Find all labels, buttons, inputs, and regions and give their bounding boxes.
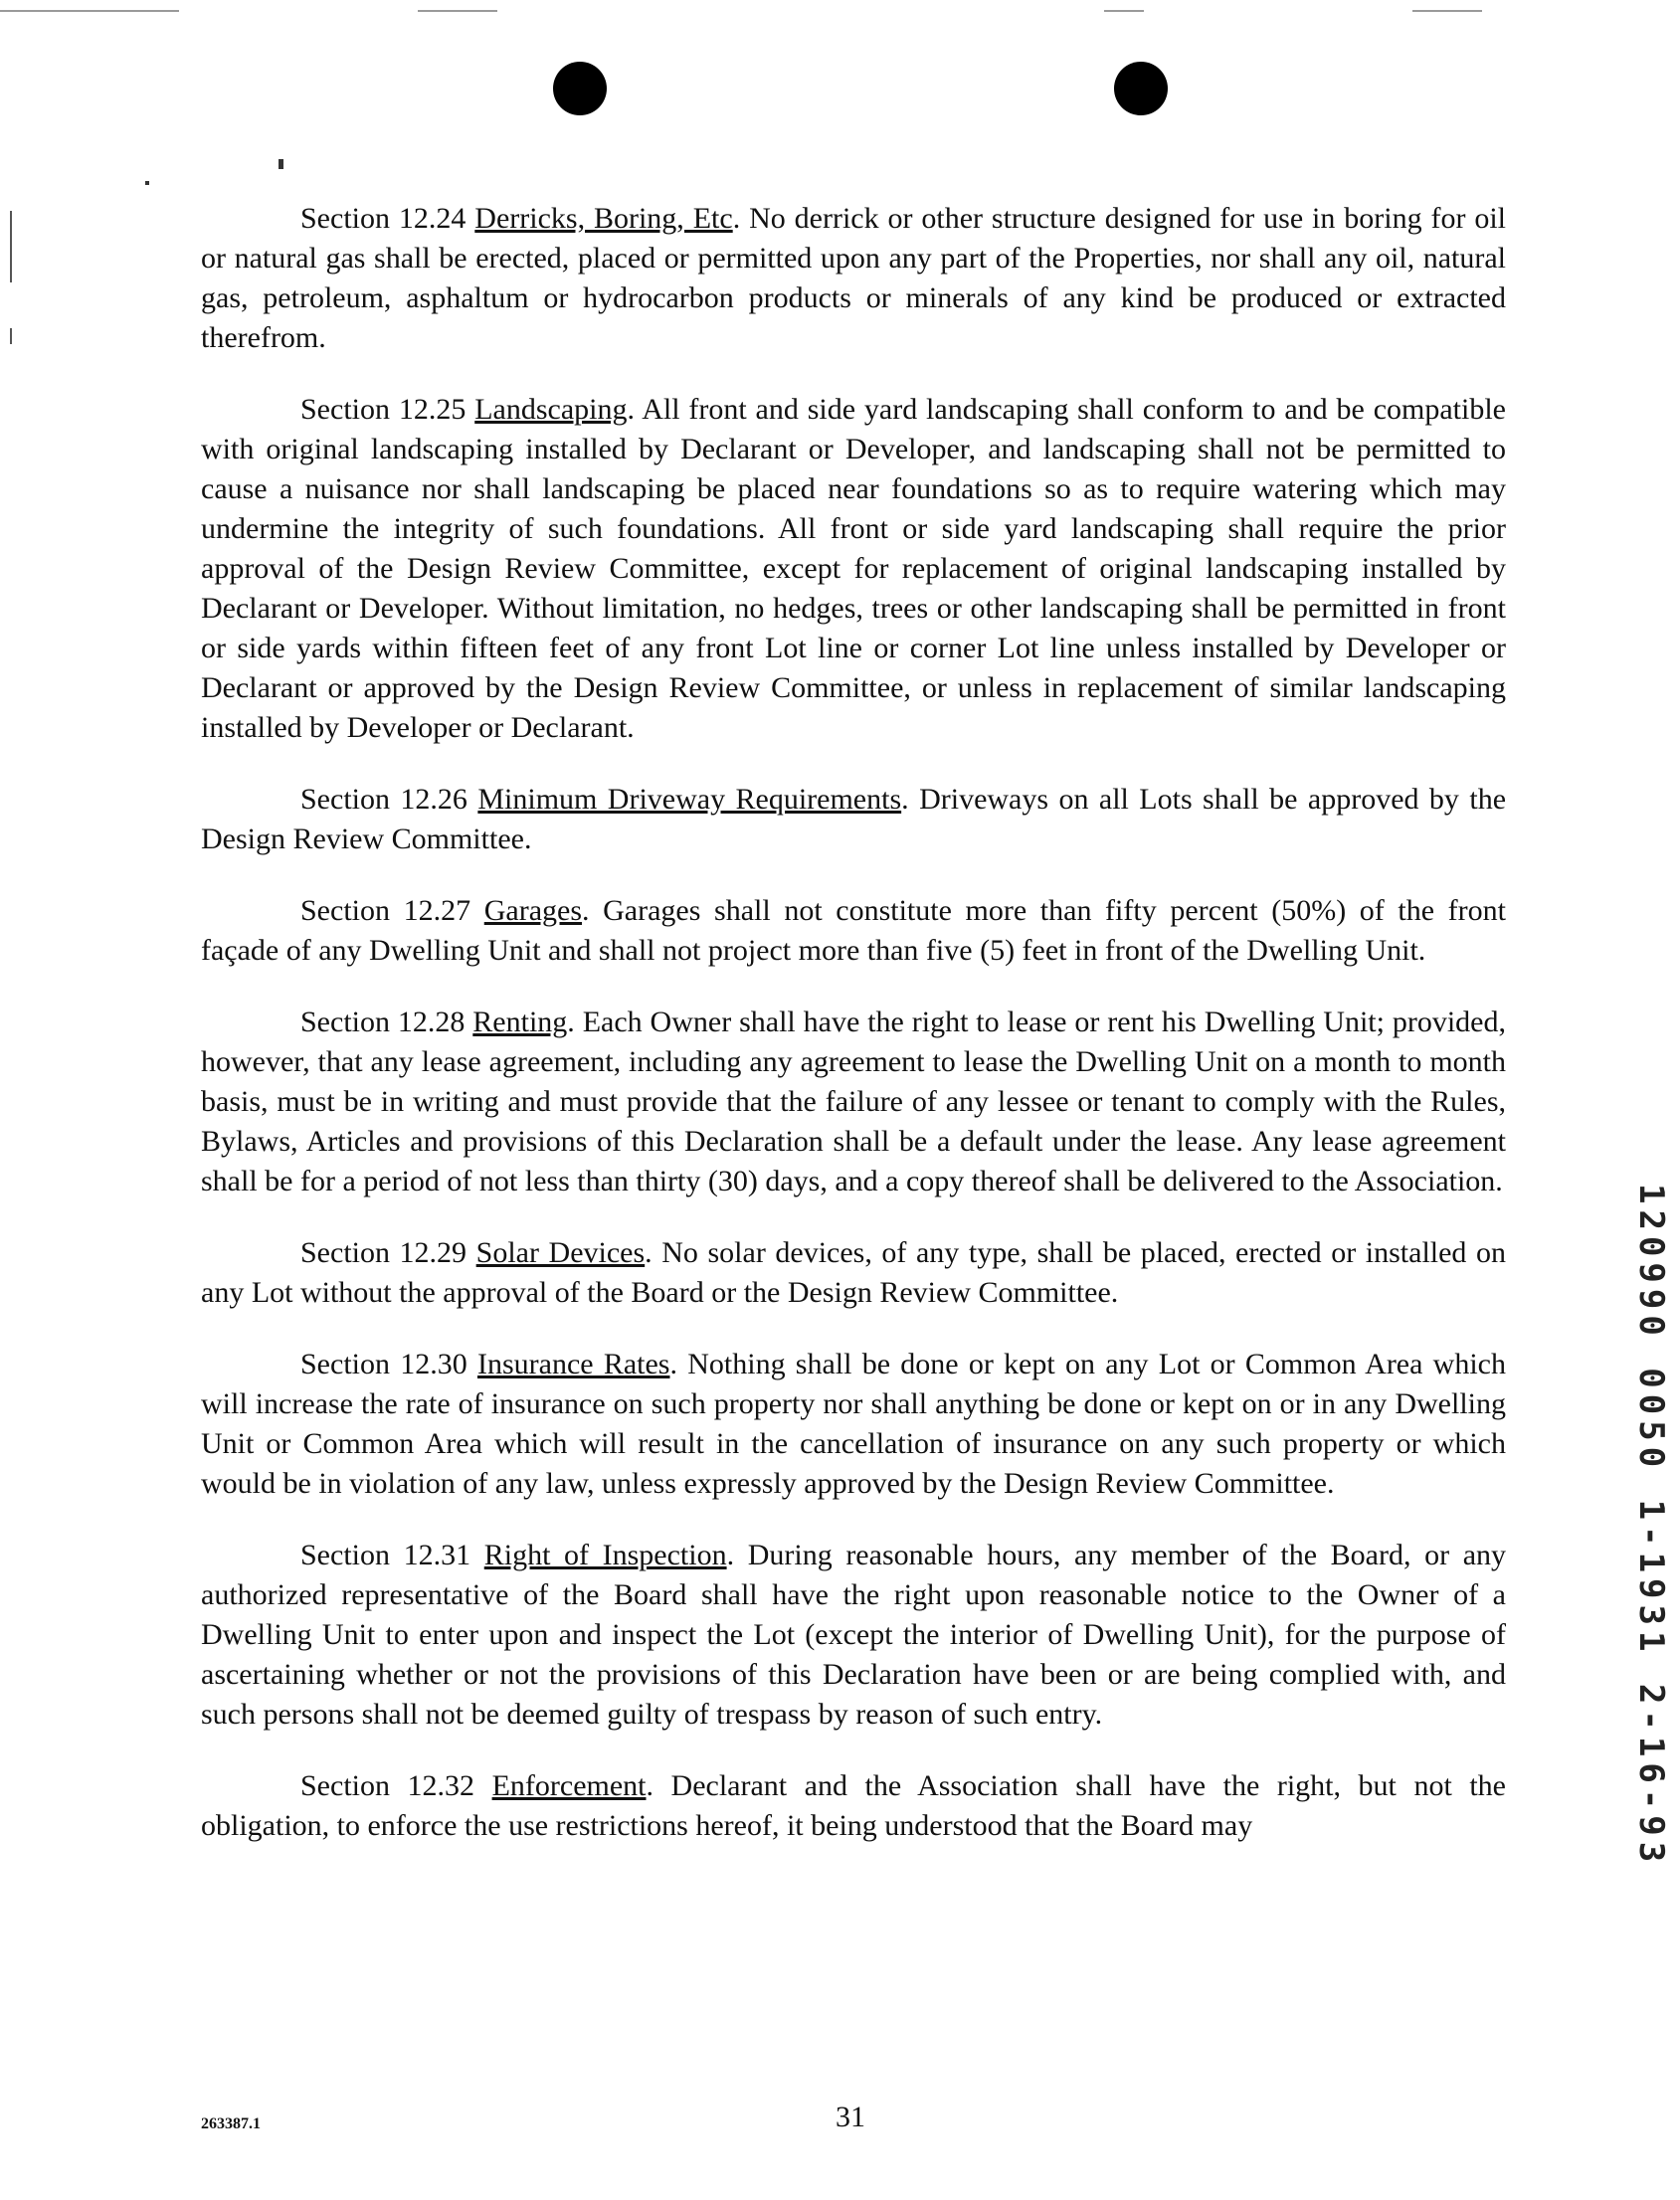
section-12-24 <box>201 199 1506 358</box>
section-paragraph: Section 12.28 Renting. Each Owner shall have the right to lease or rent his Dwelling Unit; provided, however, that any lease agreement, including any agreement to lease the Dwelling Unit on a month to month basis, must be in writing and must provide that the failure of any lessee or tenant to comply with the Rules, Bylaws, Articles and provisions of this Declaration shall be a default under the lease. Any lease agreement shall be for a period of not less than thirty (30) days, and a copy thereof shall be delivered to the Association. <box>201 1006 1506 1197</box>
section-12-25 <box>201 390 1506 748</box>
scan-speck <box>145 181 149 185</box>
document-id: 263387.1 <box>201 2115 261 2132</box>
section-heading: Landscaping <box>474 393 628 426</box>
section-number: Section 12.26 <box>300 783 467 816</box>
section-text: Driveways on all Lots shall be approved by the Design Review Committee. <box>201 783 1507 855</box>
section-text: Garages shall not constitute more than fifty percent (50%) of the front façade of any Dwelling Unit and shall not project more than five (5) feet in front of the Dwelling Unit. <box>201 894 1506 967</box>
scan-speck <box>279 159 283 169</box>
punch-hole-left <box>553 62 607 115</box>
section-heading: Solar Devices <box>475 1236 646 1269</box>
scan-edge-line <box>418 10 497 12</box>
scan-edge-line <box>0 10 179 12</box>
section-paragraph: Section 12.24 Derricks, Boring, Etc. No derrick or other structure designed for use in boring for oil or natural gas shall be erected, placed or permitted upon any part of the Properties, nor shall any oil, natural gas, petroleum, asphaltum or hydrocarbon products or minerals of any kind be produced or extracted therefrom. <box>201 202 1507 354</box>
recording-stamp <box>1631 1184 1671 1920</box>
section-12-32 <box>201 1766 1506 1846</box>
section-heading: Enforcement <box>491 1769 647 1802</box>
section-paragraph: Section 12.27 Garages. Garages shall not constitute more than fifty percent (50%) of the front façade of any Dwelling Unit and shall not project more than five (5) feet in front of the Dwelling Unit. <box>201 894 1506 967</box>
section-text: Nothing shall be done or kept on any Lot or Common Area which will increase the rate of insurance on such property nor shall anything be done or kept on or in any Dwelling Unit or Common Area which will result in the cancellation of insurance on any such property or which would be in violation of any law, unless expressly approved by the Design Review Committee. <box>201 1348 1506 1500</box>
section-heading: Insurance Rates <box>476 1348 670 1380</box>
section-text: Declarant and the Association shall have the right, but not the obligation, to enforce the use restrictions hereof, it being understood that the Board may <box>201 1769 1506 1842</box>
section-number: Section 12.27 <box>300 894 471 927</box>
section-12-28 <box>201 1003 1506 1201</box>
section-paragraph: Section 12.29 Solar Devices. No solar devices, of any type, shall be placed, erected or installed on any Lot without the approval of the Board or the Design Review Committee. <box>201 1236 1507 1309</box>
scan-edge-line <box>1412 10 1482 12</box>
scan-edge-line <box>1104 10 1144 12</box>
section-number: Section 12.30 <box>300 1348 467 1380</box>
section-text: No derrick or other structure designed for use in boring for oil or natural gas shall be erected, placed or permitted upon any part of the Properties, nor shall any oil, natural gas, petroleum, asphaltum or hydrocarbon products or minerals of any kind be produced or extracted therefrom. <box>201 202 1507 354</box>
section-text: All front and side yard landscaping shall conform to and be compatible with original landscaping installed by Declarant or Developer, and landscaping shall not be permitted to cause a nuisance nor shall landscaping be placed near foundations so as to require watering which may undermine the integrity of such foundations. All front or side yard landscaping shall require the prior approval of the Design Review Committee, except for replacement of original landscaping installed by Declarant or Developer. Without limitation, no hedges, trees or other landscaping shall be permitted in front or side yards within fifteen feet of any front Lot line or corner Lot line unless installed by Developer or Declarant or approved by the Design Review Committee, or unless in replacement of similar landscaping installed by Developer or Declarant. <box>201 393 1506 744</box>
section-12-31 <box>201 1536 1506 1735</box>
section-paragraph: Section 12.25 Landscaping. All front and side yard landscaping shall conform to and be compatible with original landscaping installed by Declarant or Developer, and landscaping shall not be permitted to cause a nuisance nor shall landscaping be placed near foundations so as to require watering which may undermine the integrity of such foundations. All front or side yard landscaping shall require the prior approval of the Design Review Committee, except for replacement of original landscaping installed by Declarant or Developer. Without limitation, no hedges, trees or other landscaping shall be permitted in front or side yards within fifteen feet of any front Lot line or corner Lot line unless installed by Developer or Declarant or approved by the Design Review Committee, or unless in replacement of similar landscaping installed by Developer or Declarant. <box>201 393 1506 744</box>
section-number: Section 12.32 <box>300 1769 475 1802</box>
recording-stamp-text: 120990 0050 1-1931 2-16-93 <box>1631 1184 1671 1869</box>
section-heading: Renting <box>472 1006 568 1038</box>
document-body <box>201 199 1506 1878</box>
margin-mark <box>10 328 12 344</box>
section-12-26 <box>201 780 1506 859</box>
page-number: 31 <box>836 2101 865 2133</box>
section-heading: Right of Inspection <box>483 1539 727 1571</box>
section-text: During reasonable hours, any member of the Board, or any authorized representative of the Board shall have the right upon reasonable notice to the Owner of a Dwelling Unit to enter upon and inspect the Lot (except the interior of Dwelling Unit), for the purpose of ascertaining whether or not the provisions of this Declaration have been or are being complied with, and such persons shall not be deemed guilty of trespass by reason of such entry. <box>201 1539 1507 1731</box>
section-12-27 <box>201 891 1506 971</box>
section-number: Section 12.25 <box>300 393 467 426</box>
section-heading: Garages <box>483 894 583 927</box>
section-number: Section 12.31 <box>300 1539 471 1571</box>
section-number: Section 12.29 <box>300 1236 467 1269</box>
section-paragraph: Section 12.26 Minimum Driveway Requirements. Driveways on all Lots shall be approved by the Design Review Committee. <box>201 783 1507 855</box>
section-paragraph: Section 12.31 Right of Inspection. During reasonable hours, any member of the Board, or any authorized representative of the Board shall have the right upon reasonable notice to the Owner of a Dwelling Unit to enter upon and inspect the Lot (except the interior of Dwelling Unit), for the purpose of ascertaining whether or not the provisions of this Declaration have been or are being complied with, and such persons shall not be deemed guilty of trespass by reason of such entry. <box>201 1539 1507 1731</box>
section-paragraph: Section 12.32 Enforcement. Declarant and the Association shall have the right, but not the obligation, to enforce the use restrictions hereof, it being understood that the Board may <box>201 1769 1506 1842</box>
section-text: No solar devices, of any type, shall be placed, erected or installed on any Lot without the approval of the Board or the Design Review Committee. <box>201 1236 1507 1309</box>
section-12-29 <box>201 1233 1506 1313</box>
section-heading: Minimum Driveway Requirements <box>477 783 902 816</box>
section-text: Each Owner shall have the right to lease or rent his Dwelling Unit; provided, however, that any lease agreement, including any agreement to lease the Dwelling Unit on a month to month basis, must be in writing and must provide that the failure of any lessee or tenant to comply with the Rules, Bylaws, Articles and provisions of this Declaration shall be a default under the lease. Any lease agreement shall be for a period of not less than thirty (30) days, and a copy thereof shall be delivered to the Association. <box>201 1006 1506 1197</box>
section-12-30 <box>201 1345 1506 1504</box>
section-number: Section 12.24 <box>300 202 467 235</box>
margin-mark <box>10 211 12 282</box>
punch-hole-right <box>1114 62 1168 115</box>
section-number: Section 12.28 <box>300 1006 466 1038</box>
section-paragraph: Section 12.30 Insurance Rates. Nothing shall be done or kept on any Lot or Common Area which will increase the rate of insurance on such property nor shall anything be done or kept on or in any Dwelling Unit or Common Area which will result in the cancellation of insurance on any such property or which would be in violation of any law, unless expressly approved by the Design Review Committee. <box>201 1348 1506 1500</box>
section-heading: Derricks, Boring, Etc <box>474 202 733 235</box>
